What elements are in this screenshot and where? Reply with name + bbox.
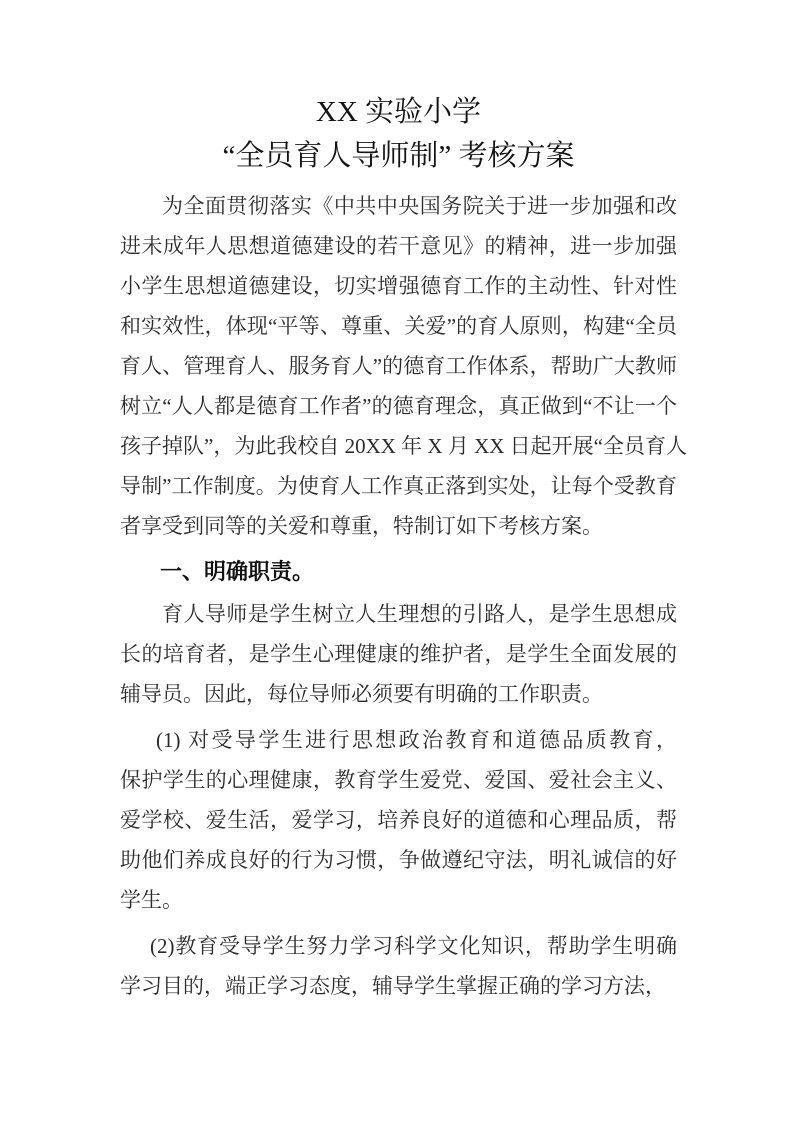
intro-paragraph xyxy=(120,186,687,546)
document-content xyxy=(120,90,687,1012)
paragraph-line: 长的培育者，是学生心理健康的维护者，是学生全面发展的 xyxy=(120,642,677,666)
paragraph-line: 者享受到同等的关爱和尊重，特制订如下考核方案。 xyxy=(120,514,603,538)
paragraph-line: 和实效性，体现“平等、尊重、关爱”的育人原则，构建“全员 xyxy=(120,314,677,338)
paragraph-line: 树立“人人都是德育工作者”的德育理念，真正做到“不让一个 xyxy=(120,394,677,418)
page-title-line2: “全员育人导师制” 考核方案 xyxy=(222,140,575,172)
duty2-paragraph xyxy=(120,926,677,1006)
paragraph-line: 小学生思想道德建设，切实增强德育工作的主动性、针对性 xyxy=(120,274,677,298)
duty1-paragraph xyxy=(120,720,677,920)
page-title-line1: XX 实验小学 xyxy=(315,96,482,128)
roles-paragraph xyxy=(120,594,677,714)
paragraph-line: 育人导师是学生树立人生理想的引路人，是学生思想成 xyxy=(162,602,677,626)
document-body xyxy=(120,186,687,1006)
paragraph-line: (2)教育受导学生努力学习科学文化知识，帮助学生明确 xyxy=(150,934,677,958)
section-heading: 一、明确职责。 xyxy=(160,559,315,584)
paragraph-line: 助他们养成良好的行为习惯，争做遵纪守法，明礼诚信的好 xyxy=(120,848,677,872)
paragraph-line: 学习目的，端正学习态度，辅导学生掌握正确的学习方法， xyxy=(120,974,666,998)
paragraph-line: 保护学生的心理健康，教育学生爱党、爱国、爱社会主义、 xyxy=(120,768,677,792)
paragraph-line: 学生。 xyxy=(120,888,183,912)
paragraph-line: 育人、管理育人、服务育人”的德育工作体系，帮助广大教师 xyxy=(120,354,677,378)
paragraph-line: (1) 对受导学生进行思想政治教育和道德品质教育， xyxy=(156,728,677,752)
paragraph-line: 进未成年人思想道德建设的若干意见》的精神，进一步加强 xyxy=(120,234,677,258)
paragraph-line: 爱学校、爱生活，爱学习，培养良好的道德和心理品质，帮 xyxy=(120,808,677,832)
paragraph-line: 导制”工作制度。为使育人工作真正落到实处，让每个受教育 xyxy=(120,474,677,498)
paragraph-line: 辅导员。因此，每位导师必须要有明确的工作职责。 xyxy=(120,682,603,706)
paragraph-line: 为全面贯彻落实《中共中央国务院关于进一步加强和改 xyxy=(162,194,677,218)
paragraph-line: 孩子掉队”，为此我校自 20XX 年 X 月 XX 日起开展“全员育人 xyxy=(120,434,687,458)
